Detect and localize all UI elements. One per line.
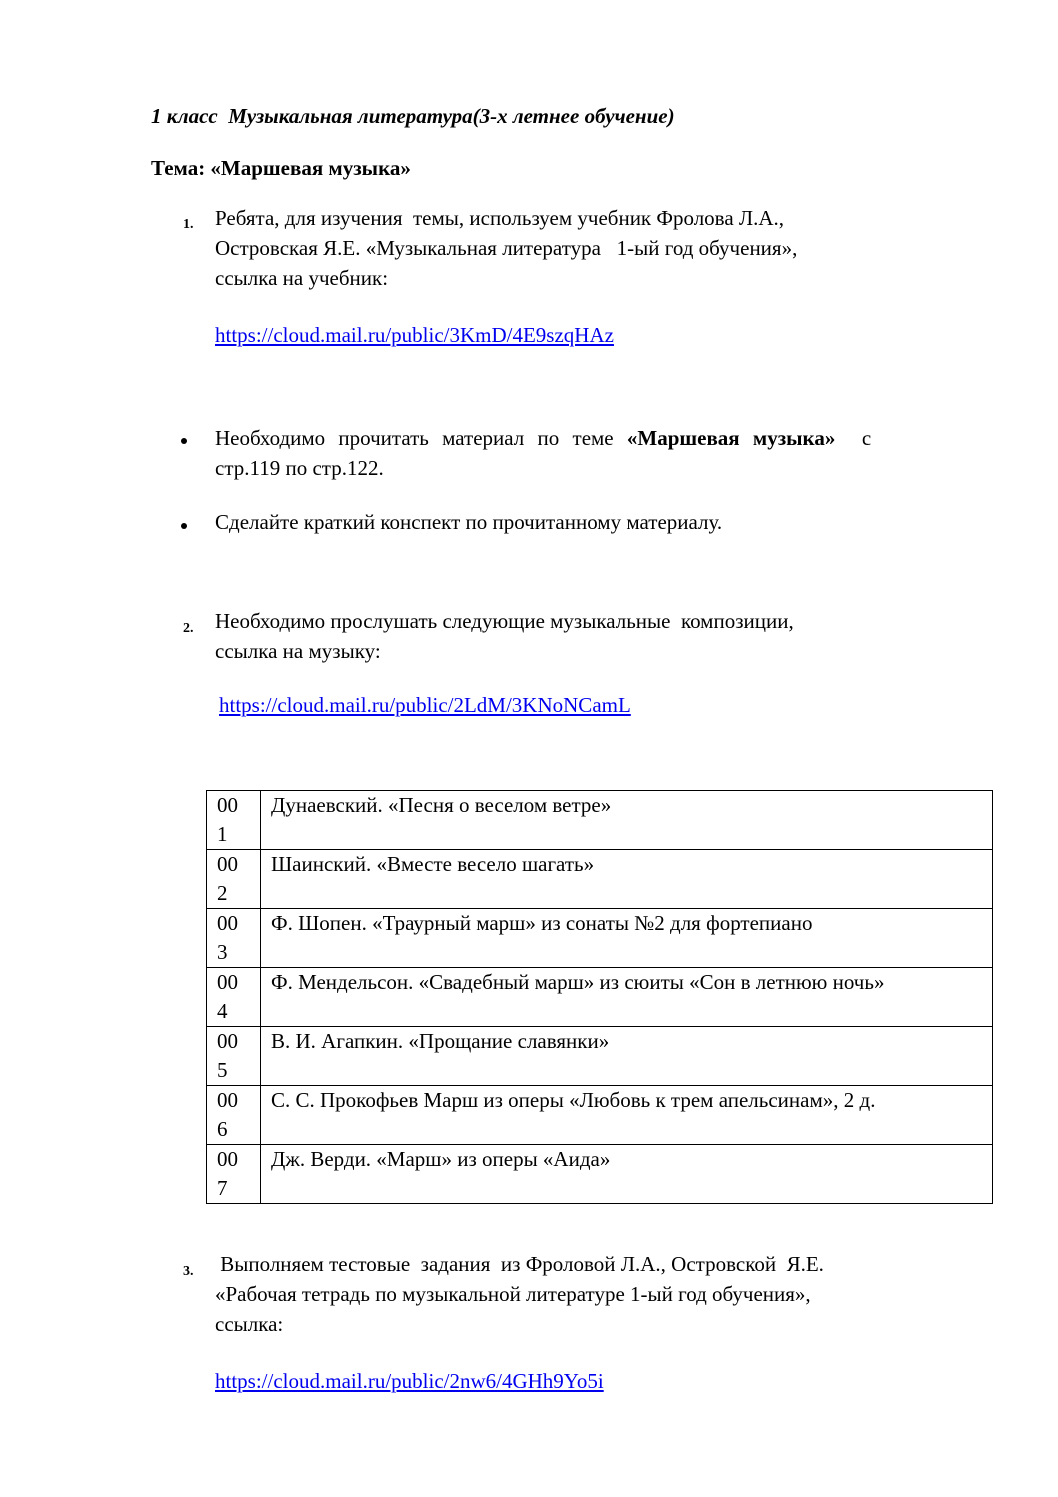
track-title: В. И. Агапкин. «Прощание славянки» — [261, 1027, 993, 1086]
table-row — [207, 1145, 993, 1204]
track-title: Шаинский. «Вместе весело шагать» — [261, 850, 993, 909]
section1-line-3: ссылка на учебник: — [215, 266, 389, 290]
track-code-bottom: 5 — [217, 1058, 228, 1082]
track-code — [207, 968, 261, 1027]
track-code-bottom: 4 — [217, 999, 228, 1023]
section2-text — [215, 606, 983, 666]
track-code-bottom: 6 — [217, 1117, 228, 1141]
track-title: Ф. Шопен. «Траурный марш» из сонаты №2 для фортепиано — [261, 909, 993, 968]
track-title: С. С. Прокофьев Марш из оперы «Любовь к трем апельсинам», 2 д. — [261, 1086, 993, 1145]
textbook-link[interactable]: https://cloud.mail.ru/public/3KmD/4E9szqHAz — [215, 323, 614, 347]
track-code — [207, 1086, 261, 1145]
track-code — [207, 850, 261, 909]
bullet-item-read — [215, 423, 983, 483]
section1-text — [215, 203, 983, 293]
bullet-dot-2 — [181, 523, 187, 529]
track-title: Дж. Верди. «Марш» из оперы «Аида» — [261, 1145, 993, 1204]
track-code-top: 00 — [217, 1088, 238, 1112]
track-code-top: 00 — [217, 1147, 238, 1171]
list-number-1: 1. — [183, 217, 194, 232]
table-row — [207, 791, 993, 850]
track-code-top: 00 — [217, 970, 238, 994]
table-row — [207, 968, 993, 1027]
track-code-top: 00 — [217, 911, 238, 935]
section3-line-1: Выполняем тестовые задания из Фроловой Л.А., Островской Я.Е. — [215, 1252, 824, 1276]
topic-title: Тема: «Маршевая музыка» — [151, 156, 411, 180]
bullet-read-pages: стр.119 по стр.122. — [215, 456, 384, 480]
class-title: 1 класс Музыкальная литература(3-х летнее обучение) — [151, 104, 675, 128]
section2-line-2: ссылка на музыку: — [215, 639, 381, 663]
list-number-3: 3. — [183, 1264, 194, 1279]
bullet-read-suffix: с — [835, 426, 872, 450]
bullet-read-topic: «Маршевая музыка» — [626, 426, 836, 450]
section1-line-2: Островская Я.Е. «Музыкальная литература 1-ый год обучения», — [215, 236, 798, 260]
track-code — [207, 909, 261, 968]
track-code-bottom: 1 — [217, 822, 228, 846]
track-code-top: 00 — [217, 1029, 238, 1053]
bullet-read-prefix: Необходимо прочитать материал по теме — [215, 426, 627, 450]
track-code-bottom: 3 — [217, 940, 228, 964]
table-row — [207, 850, 993, 909]
track-code-bottom: 7 — [217, 1176, 228, 1200]
track-code-top: 00 — [217, 852, 238, 876]
table-row — [207, 909, 993, 968]
track-code — [207, 1027, 261, 1086]
section1-line-1: Ребята, для изучения темы, используем учебник Фролова Л.А., — [215, 206, 785, 230]
table-row — [207, 1086, 993, 1145]
track-code — [207, 791, 261, 850]
track-title: Дунаевский. «Песня о веселом ветре» — [261, 791, 993, 850]
list-number-2: 2. — [183, 621, 194, 636]
table-row — [207, 1027, 993, 1086]
tracks-table — [206, 790, 993, 1204]
section2-line-1: Необходимо прослушать следующие музыкальные композиции, — [215, 609, 794, 633]
section3-line-3: ссылка: — [215, 1312, 284, 1336]
bullet-dot-1 — [181, 438, 187, 444]
section3-line-2: «Рабочая тетрадь по музыкальной литературе 1-ый год обучения», — [215, 1282, 811, 1306]
workbook-link[interactable]: https://cloud.mail.ru/public/2nw6/4GHh9Yo5i — [215, 1369, 604, 1393]
section3-text — [215, 1249, 983, 1339]
bullet-item-summary: Сделайте краткий конспект по прочитанному материалу. — [215, 510, 723, 534]
track-title: Ф. Мендельсон. «Свадебный марш» из сюиты «Сон в летнюю ночь» — [261, 968, 993, 1027]
track-code-bottom: 2 — [217, 881, 228, 905]
track-code — [207, 1145, 261, 1204]
track-code-top: 00 — [217, 793, 238, 817]
music-link[interactable]: https://cloud.mail.ru/public/2LdM/3KNoNCamL — [219, 693, 631, 717]
